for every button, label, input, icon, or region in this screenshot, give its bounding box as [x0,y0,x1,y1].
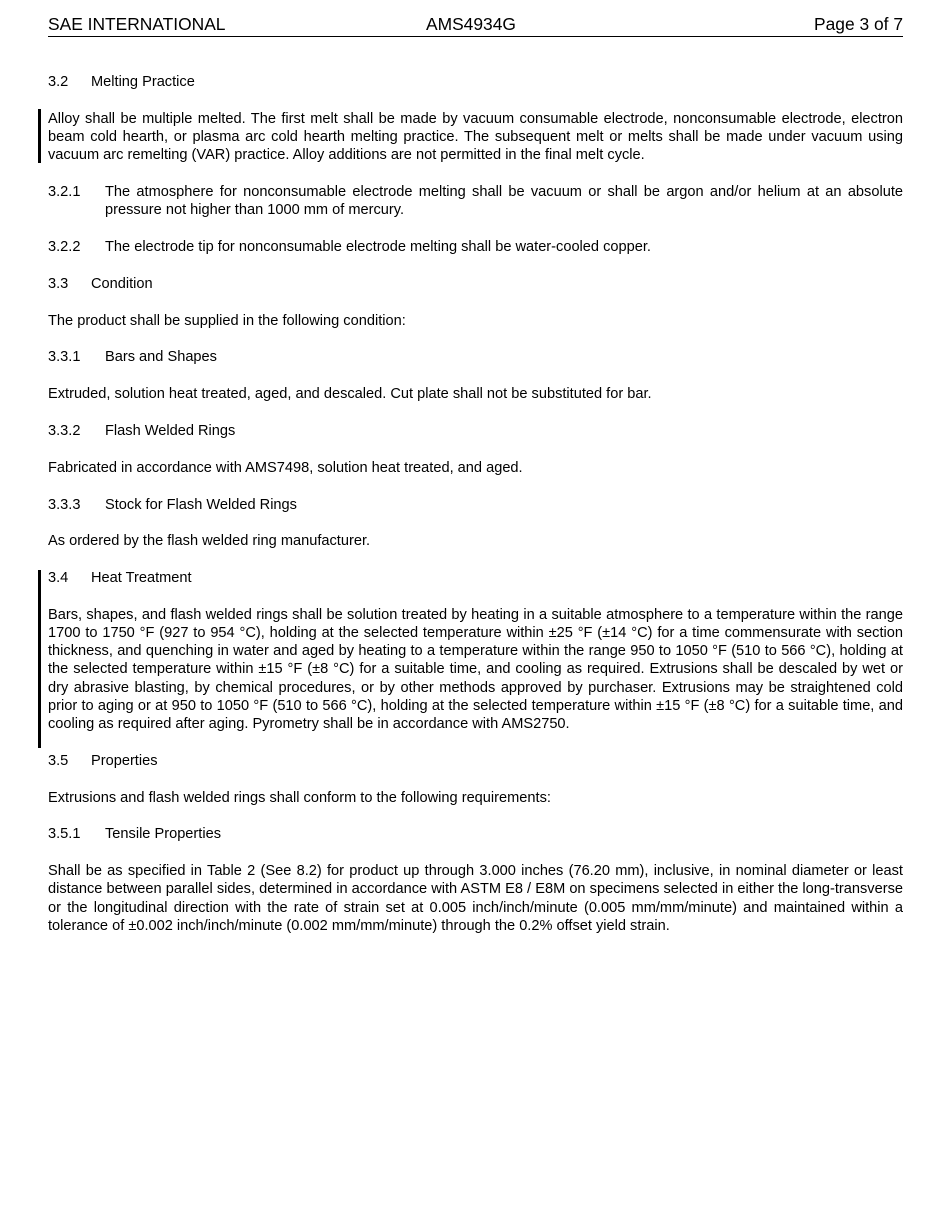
document-body [48,73,903,935]
paragraph-bars-and-shapes: Extruded, solution heat treated, aged, and descaled. Cut plate shall not be substituted for bar. [48,386,652,403]
clause-3-2-2 [48,238,903,256]
section-heading-3-3-2 [48,422,903,440]
section-heading-3-3-3 [48,496,903,514]
paragraph-tensile-properties: Shall be as specified in Table 2 (See 8.2) for product up through 3.000 inches (76.20 mm), inclusive, in nominal diameter or least distance between parallel sides, determined in accordance with ASTM E8 / E8M on specimens selected in either the long-transverse or the longitudinal direction with the rate of strain set at 0.005 inch/inch/minute (0.005 mm/mm/minute) and maintained within a tolerance of ±0.002 inch/inch/minute (0.002 mm/mm/minute) through the 0.2% offset yield strain. [48,863,903,934]
paragraph-properties: Extrusions and flash welded rings shall conform to the following requirements: [48,789,551,806]
section-number: 3.5 [48,752,69,769]
paragraph-melting-practice: Alloy shall be multiple melted. The first melt shall be made by vacuum consumable electrode, nonconsumable electrode, electron beam cold hearth, or plasma arc cold hearth melting practice. The subsequent melt or melts shall be made under vacuum using vacuum arc remelting (VAR) practice. Alloy additions are not permitted in the final melt cycle. [48,110,903,164]
clause-text: The electrode tip for nonconsumable electrode melting shall be water-cooled copper. [105,238,651,255]
section-number: 3.3.2 [48,422,81,439]
section-title: Melting Practice [91,74,195,90]
clause-number: 3.2.2 [48,238,81,255]
section-number: 3.5.1 [48,826,81,843]
section-heading-3-3 [48,275,903,293]
section-heading-3-3-1 [48,348,903,366]
paragraph-stock-for-rings: As ordered by the flash welded ring manufacturer. [48,533,371,550]
page-header [48,12,903,37]
header-org: SAE INTERNATIONAL [48,14,226,34]
paragraph-flash-welded-rings: Fabricated in accordance with AMS7498, solution heat treated, and aged. [48,459,523,476]
section-heading-3-2 [48,73,903,91]
clause-number: 3.2.1 [48,183,81,200]
section-title: Bars and Shapes [105,349,217,366]
section-title: Stock for Flash Welded Rings [105,496,297,513]
section-number: 3.3.3 [48,496,81,513]
section-number: 3.3 [48,275,69,292]
section-heading-3-5 [48,752,903,770]
header-page-number: Page 3 of 7 [814,14,903,34]
section-title: Heat Treatment [91,570,192,587]
section-title: Tensile Properties [105,826,221,843]
paragraph-condition: The product shall be supplied in the following condition: [48,312,406,329]
header-doc-id: AMS4934G [426,14,516,34]
section-heading-3-4 [48,569,903,587]
clause-text: The atmosphere for nonconsumable electrode melting shall be vacuum or shall be argon and/or helium at an absolute pressure not higher than 1000 mm of mercury. [105,183,903,219]
section-title: Flash Welded Rings [105,422,236,439]
section-number: 3.2 [48,74,69,90]
section-number: 3.4 [48,570,69,587]
section-title: Properties [91,752,158,769]
section-heading-3-5-1 [48,825,903,843]
clause-3-2-1 [48,183,903,219]
revision-change-bar [38,570,41,748]
revision-change-bar [38,109,41,163]
paragraph-heat-treatment: Bars, shapes, and flash welded rings shall be solution treated by heating in a suitable atmosphere to a temperature within the range 1700 to 1750 °F (927 to 954 °C), holding at the selected temperature within ±25 °F (±14 °C) for a time commensurate with section thickness, and quenching in water and aged by heating to a temperature within the range 950 to 1050 °F (510 to 566 °C), holding at the selected temperature within ±15 °F (±8 °C) for a suitable time, and cooling as required. Extrusions shall be descaled by wet or dry abrasive blasting, by chemical procedures, or by other methods approved by purchaser. Extrusions may be straightened cold prior to aging or at 950 to 1050 °F (510 to 566 °C), holding at the selected temperature within ±15 °F (±8 °C) for a suitable time, and cooling as required after aging. Pyrometry shall be in accordance with AMS2750. [48,606,903,733]
section-number: 3.3.1 [48,349,81,366]
section-title: Condition [91,275,153,292]
